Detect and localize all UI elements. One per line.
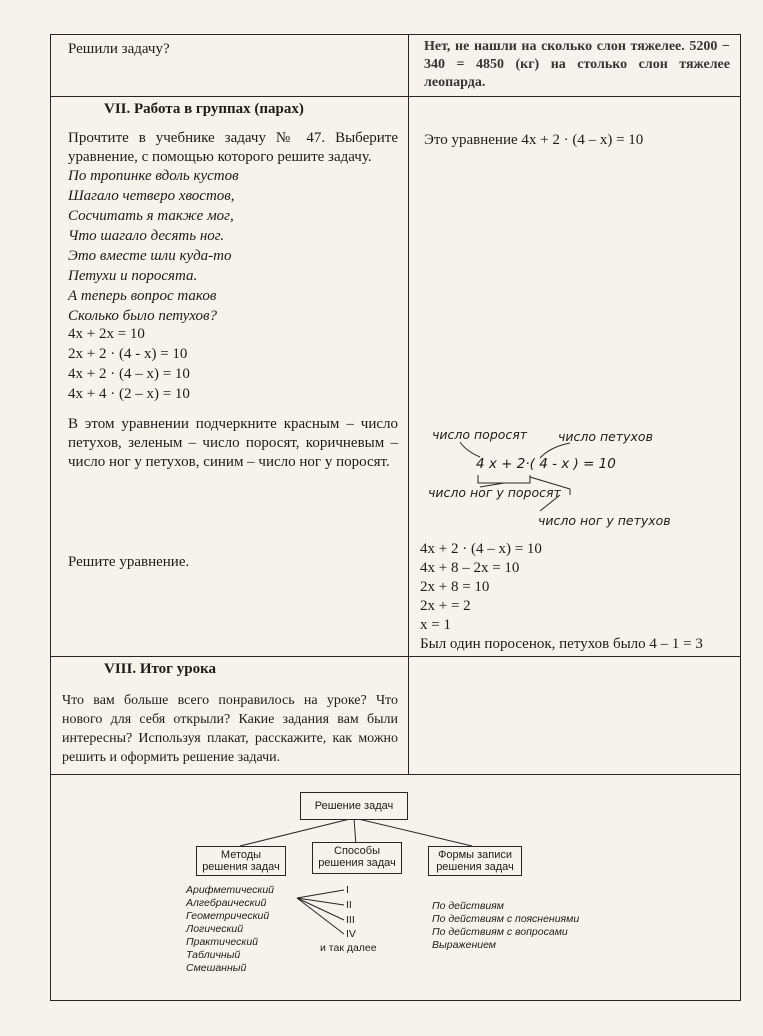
methods-list-item: Практический bbox=[186, 936, 258, 948]
row-question-text: Решили задачу? bbox=[68, 41, 170, 57]
equation-annotation bbox=[420, 425, 730, 535]
solve-task: Решите уравнение. bbox=[68, 554, 190, 570]
forms-list-item: Выражением bbox=[432, 939, 497, 951]
annotation-arrows bbox=[420, 425, 730, 535]
methods-list-item: Геометрический bbox=[186, 910, 270, 922]
section-8-heading: VIII. Итог урока bbox=[104, 661, 217, 677]
table-border-right bbox=[740, 34, 741, 1000]
table-row-divider-3 bbox=[50, 774, 741, 775]
poem-line: Петухи и поросята. bbox=[68, 268, 198, 284]
poster-forms-box bbox=[428, 846, 522, 876]
methods-list-item: Логический bbox=[186, 923, 244, 935]
section-8-text: Что вам больше всего понравилось на уроке? Что нового для себя открыли? Какие задания вам были интересны? Используя плакат, расскажите, как можно решить и оформить решение задачи. bbox=[62, 693, 398, 765]
section-7-intro: Прочтите в учебнике задачу № 47. Выберите уравнение, с помощью которого решите задачу. bbox=[68, 130, 398, 165]
poem-line: А теперь вопрос таков bbox=[68, 288, 217, 304]
poster-root-box bbox=[300, 792, 408, 820]
equation-option: 4x + 2 · (4 – x) = 10 bbox=[68, 366, 190, 382]
solution-step: 2x + = 2 bbox=[420, 598, 471, 614]
chosen-equation: Это уравнение 4x + 2 · (4 – x) = 10 bbox=[424, 132, 644, 148]
ways-list-item: IV bbox=[346, 928, 356, 940]
underline-task: В этом уравнении подчеркните красным – число петухов, зеленым – число поросят, коричневым – число ног у петухов, синим – число ног у поросят. bbox=[68, 416, 398, 470]
label-roosters: число петухов bbox=[558, 429, 653, 444]
label-pig-legs: число ног у поросят bbox=[428, 485, 561, 500]
poem-line: Это вместе шли куда-то bbox=[68, 248, 232, 264]
solution-step: 2x + 8 = 10 bbox=[420, 579, 490, 595]
poster-ways-box bbox=[312, 842, 402, 874]
poster-root-label: Решение задач bbox=[314, 800, 394, 812]
methods-list-item: Табличный bbox=[186, 949, 241, 961]
solution-step: 4x + 2 · (4 – x) = 10 bbox=[420, 541, 542, 557]
ways-list-item: II bbox=[346, 899, 352, 911]
table-border-bottom bbox=[50, 1000, 741, 1001]
equation-option: 4x + 2x = 10 bbox=[68, 326, 145, 342]
table-border-top bbox=[50, 34, 741, 35]
ways-more: и так далее bbox=[320, 942, 377, 954]
forms-list-item: По действиям bbox=[432, 900, 504, 912]
forms-list-item: По действиям с вопросами bbox=[432, 926, 568, 938]
poem-line: Сколько было петухов? bbox=[68, 308, 217, 324]
poster-forms-label: Формы записи решения задач bbox=[436, 849, 514, 873]
label-pigs: число поросят bbox=[432, 427, 528, 442]
ways-list-item: III bbox=[346, 914, 355, 926]
poster-ways-label: Способы решения задач bbox=[318, 845, 396, 869]
table-column-divider bbox=[408, 34, 409, 774]
poem-line: Шагало четверо хвостов, bbox=[68, 188, 235, 204]
poster-diagram bbox=[52, 776, 738, 998]
poem-line: Что шагало десять ног. bbox=[68, 228, 225, 244]
table-row-divider-2 bbox=[50, 656, 741, 657]
row-answer-text: Нет, не нашли на сколько слон тяжелее. 5200 − 340 = 4850 (кг) на столько слон тяжелее леопарда. bbox=[424, 39, 730, 90]
poster-methods-box bbox=[196, 846, 286, 876]
solution-step: 4x + 8 – 2x = 10 bbox=[420, 560, 520, 576]
poem-line: Сосчитать я также мог, bbox=[68, 208, 234, 224]
table-border-left bbox=[50, 34, 51, 1000]
solution-step: x = 1 bbox=[420, 617, 451, 633]
label-rooster-legs: число ног у петухов bbox=[538, 513, 671, 528]
forms-list-item: По действиям с пояснениями bbox=[432, 913, 580, 925]
table-row-divider-1 bbox=[50, 96, 741, 97]
methods-list-item: Смешанный bbox=[186, 962, 247, 974]
ways-list-item: I bbox=[346, 884, 349, 896]
methods-list-item: Арифметический bbox=[186, 884, 275, 896]
section-7-heading: VII. Работа в группах (парах) bbox=[104, 101, 304, 117]
methods-list-item: Алгебраический bbox=[186, 897, 267, 909]
annotated-equation: 4 x + 2·( 4 - x ) = 10 bbox=[476, 456, 616, 472]
poster-methods-label: Методы решения задач bbox=[202, 849, 280, 873]
equation-option: 2x + 2 · (4 - x) = 10 bbox=[68, 346, 188, 362]
poem-line: По тропинке вдоль кустов bbox=[68, 168, 239, 184]
solution-answer: Был один поросенок, петухов было 4 – 1 = 3 bbox=[420, 636, 703, 652]
equation-option: 4x + 4 · (2 – x) = 10 bbox=[68, 386, 190, 402]
